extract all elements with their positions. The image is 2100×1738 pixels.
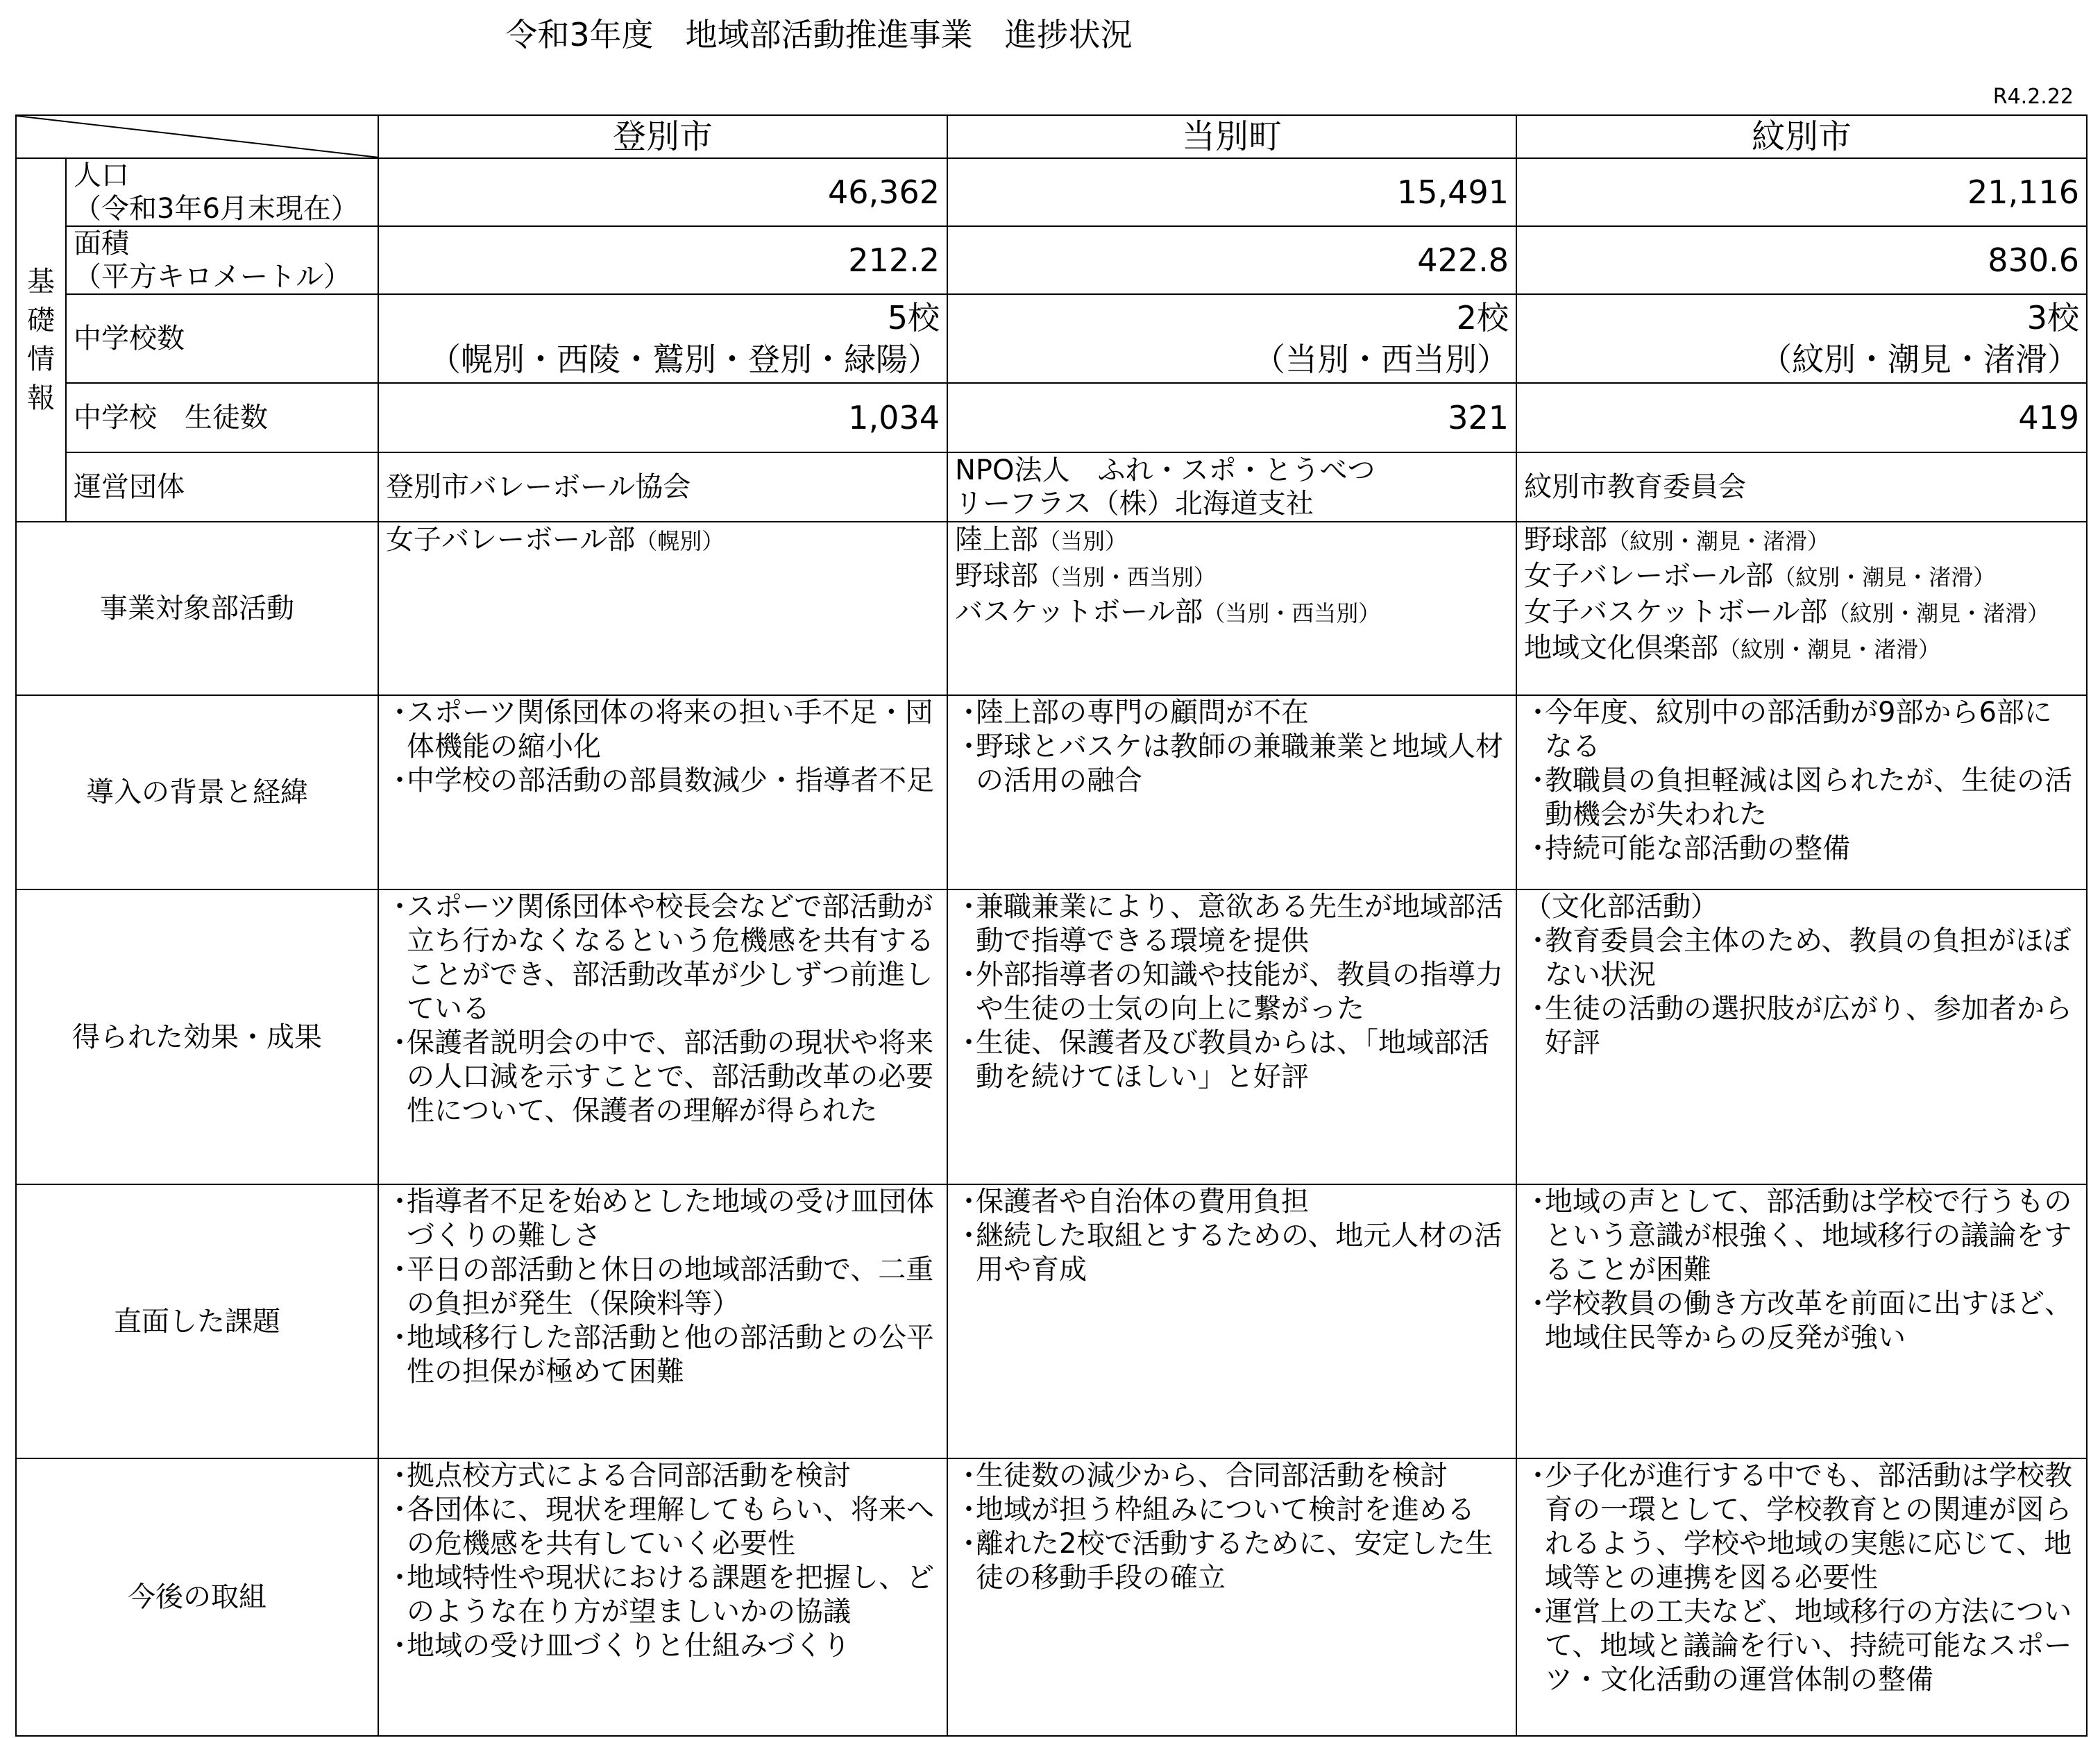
progress-table bbox=[15, 114, 2088, 1737]
population-row bbox=[16, 158, 2087, 226]
bullet-item: ・ 離れた2校で活動するために、安定した生徒の移動手段の確立 bbox=[955, 1527, 1509, 1595]
school-count: 2校 bbox=[1456, 299, 1509, 336]
students-row bbox=[16, 383, 2087, 452]
school-names: （幌別・西陵・鷲別・登別・緑陽） bbox=[429, 341, 940, 378]
bullet-item: ・ 地域が担う枠組みについて検討を進める bbox=[955, 1493, 1509, 1527]
bullet-item: ・ 地域の受け皿づくりと仕組みづくり bbox=[386, 1629, 940, 1663]
area-label: 面積 （平方キロメートル） bbox=[66, 226, 378, 294]
basic-info-group-label: 基礎情報 bbox=[16, 158, 66, 522]
bullet-item: ・ 兼職兼業により、意欲ある先生が地域部活動で指導できる環境を提供 bbox=[955, 890, 1509, 958]
bullet-item: ・ 学校教員の働き方改革を前面に出すほど、地域住民等からの反発が強い bbox=[1524, 1287, 2079, 1355]
school-names: （紋別・潮見・渚滑） bbox=[1760, 341, 2079, 378]
list-item: バスケットボール部（当別・西当別） bbox=[955, 596, 1381, 628]
list-item: 野球部（紋別・潮見・渚滑） bbox=[1524, 524, 1830, 556]
document-date: R4.2.22 bbox=[1992, 85, 2074, 109]
corner-diagonal-cell bbox=[16, 115, 378, 158]
future-cell bbox=[378, 1458, 947, 1736]
operator-label: 運営団体 bbox=[66, 452, 378, 522]
page-title: 令和3年度 地域部活動推進事業 進捗状況 bbox=[505, 16, 1133, 53]
operator-value: 登別市バレーボール協会 bbox=[378, 452, 947, 522]
bullet-item: ・ 持続可能な部活動の整備 bbox=[1524, 832, 2079, 866]
students-value: 321 bbox=[947, 383, 1516, 452]
bullet-item: ・ 教育委員会主体のため、教員の負担がほぼない状況 bbox=[1524, 924, 2079, 992]
area-value: 830.6 bbox=[1516, 226, 2087, 294]
school-count: 5校 bbox=[887, 299, 940, 336]
schools-row bbox=[16, 294, 2087, 383]
header-row bbox=[16, 115, 2087, 158]
target-label: 事業対象部活動 bbox=[16, 522, 378, 695]
bullet-item: ・ 中学校の部活動の部員数減少・指導者不足 bbox=[386, 764, 940, 798]
target-list bbox=[378, 522, 947, 695]
results-row bbox=[16, 889, 2087, 1184]
bullet-item: ・ 保護者説明会の中で、部活動の現状や将来の人口減を示すことで、部活動改革の必要性について、保護者の理解が得られた bbox=[386, 1026, 940, 1128]
students-value: 1,034 bbox=[378, 383, 947, 452]
operator-value: NPO法人 ふれ・スポ・とうべつ リーフラス（株）北海道支社 bbox=[947, 452, 1516, 522]
issues-label: 直面した課題 bbox=[16, 1184, 378, 1458]
issues-cell bbox=[947, 1184, 1516, 1458]
results-label: 得られた効果・成果 bbox=[16, 889, 378, 1184]
operator-row bbox=[16, 452, 2087, 522]
bullet-item: ・ 拠点校方式による合同部活動を検討 bbox=[386, 1459, 940, 1493]
future-label: 今後の取組 bbox=[16, 1458, 378, 1736]
bullet-item: ・ 各団体に、現状を理解してもらい、将来への危機感を共有していく必要性 bbox=[386, 1493, 940, 1561]
bullet-item: ・ 野球とバスケは教師の兼職兼業と地域人材の活用の融合 bbox=[955, 730, 1509, 798]
bullet-item: ・ 継続した取組とするための、地元人材の活用や育成 bbox=[955, 1219, 1509, 1287]
list-item: 女子バレーボール部（幌別） bbox=[386, 524, 725, 556]
target-row bbox=[16, 522, 2087, 695]
column-header-mombetsu: 紋別市 bbox=[1516, 115, 2087, 158]
section-subheader: （文化部活動） bbox=[1524, 891, 1718, 923]
school-count: 3校 bbox=[2026, 299, 2079, 336]
column-header-tobetsu: 当別町 bbox=[947, 115, 1516, 158]
population-value: 15,491 bbox=[947, 158, 1516, 226]
list-item: 地域文化倶楽部（紋別・潮見・渚滑） bbox=[1524, 632, 1941, 664]
issues-cell bbox=[378, 1184, 947, 1458]
population-value: 21,116 bbox=[1516, 158, 2087, 226]
issues-cell bbox=[1516, 1184, 2087, 1458]
schools-value bbox=[378, 294, 947, 383]
bullet-item: ・ 少子化が進行する中でも、部活動は学校教育の一環として、学校教育との関連が図られるよう、学校や地域の実態に応じて、地域等との連携を図る必要性 bbox=[1524, 1459, 2079, 1595]
operator-value: 紋別市教育委員会 bbox=[1516, 452, 2087, 522]
list-item: 野球部（当別・西当別） bbox=[955, 560, 1217, 592]
issues-row bbox=[16, 1184, 2087, 1458]
bullet-item: ・ 生徒、保護者及び教員からは、「地域部活動を続けてほしい」と好評 bbox=[955, 1026, 1509, 1094]
bullet-item: ・ スポーツ関係団体や校長会などで部活動が立ち行かなくなるという危機感を共有することができ、部活動改革が少しずつ前進している bbox=[386, 890, 940, 1026]
future-cell bbox=[947, 1458, 1516, 1736]
bullet-item: ・ スポーツ関係団体の将来の担い手不足・団体機能の縮小化 bbox=[386, 696, 940, 764]
schools-label: 中学校数 bbox=[66, 294, 378, 383]
students-value: 419 bbox=[1516, 383, 2087, 452]
background-row bbox=[16, 695, 2087, 889]
diagonal-line bbox=[17, 116, 378, 157]
schools-value bbox=[1516, 294, 2087, 383]
future-row bbox=[16, 1458, 2087, 1736]
bullet-item: ・ 外部指導者の知識や技能が、教員の指導力や生徒の士気の向上に繋がった bbox=[955, 958, 1509, 1026]
bullet-item: ・ 生徒数の減少から、合同部活動を検討 bbox=[955, 1459, 1509, 1493]
students-label: 中学校 生徒数 bbox=[66, 383, 378, 452]
target-list bbox=[947, 522, 1516, 695]
area-value: 212.2 bbox=[378, 226, 947, 294]
bullet-item: ・ 地域の声として、部活動は学校で行うものという意識が根強く、地域移行の議論をすることが困難 bbox=[1524, 1185, 2079, 1287]
bullet-item: ・ 指導者不足を始めとした地域の受け皿団体づくりの難しさ bbox=[386, 1185, 940, 1253]
bullet-item: ・ 平日の部活動と休日の地域部活動で、二重の負担が発生（保険料等） bbox=[386, 1253, 940, 1321]
population-value: 46,362 bbox=[378, 158, 947, 226]
bullet-item: ・ 生徒の活動の選択肢が広がり、参加者から好評 bbox=[1524, 992, 2079, 1060]
school-names: （当別・西当別） bbox=[1253, 341, 1509, 378]
area-value: 422.8 bbox=[947, 226, 1516, 294]
list-item: 女子バスケットボール部（紋別・潮見・渚滑） bbox=[1524, 596, 2050, 628]
bullet-item: ・ 地域移行した部活動と他の部活動との公平性の担保が極めて困難 bbox=[386, 1321, 940, 1389]
future-cell bbox=[1516, 1458, 2087, 1736]
bullet-item: ・ 陸上部の専門の顧問が不在 bbox=[955, 696, 1509, 730]
schools-value bbox=[947, 294, 1516, 383]
background-cell bbox=[1516, 695, 2087, 889]
column-header-noboribetsu: 登別市 bbox=[378, 115, 947, 158]
background-cell bbox=[378, 695, 947, 889]
results-cell bbox=[378, 889, 947, 1184]
bullet-item: ・ 保護者や自治体の費用負担 bbox=[955, 1185, 1509, 1219]
bullet-item: ・ 今年度、紋別中の部活動が9部から6部になる bbox=[1524, 696, 2079, 764]
bullet-item: ・ 教職員の負担軽減は図られたが、生徒の活動機会が失われた bbox=[1524, 764, 2079, 832]
results-cell bbox=[1516, 889, 2087, 1184]
target-list bbox=[1516, 522, 2087, 695]
population-label: 人口 （令和3年6月末現在） bbox=[66, 158, 378, 226]
list-item: 陸上部（当別） bbox=[955, 524, 1128, 556]
background-cell bbox=[947, 695, 1516, 889]
bullet-item: ・ 地域特性や現状における課題を把握し、どのような在り方が望ましいかの協議 bbox=[386, 1561, 940, 1629]
area-row bbox=[16, 226, 2087, 294]
background-label: 導入の背景と経緯 bbox=[16, 695, 378, 889]
results-cell bbox=[947, 889, 1516, 1184]
list-item: 女子バレーボール部（紋別・潮見・渚滑） bbox=[1524, 560, 1996, 592]
bullet-item: ・ 運営上の工夫など、地域移行の方法について、地域と議論を行い、持続可能なスポーツ・文化活動の運営体制の整備 bbox=[1524, 1595, 2079, 1697]
